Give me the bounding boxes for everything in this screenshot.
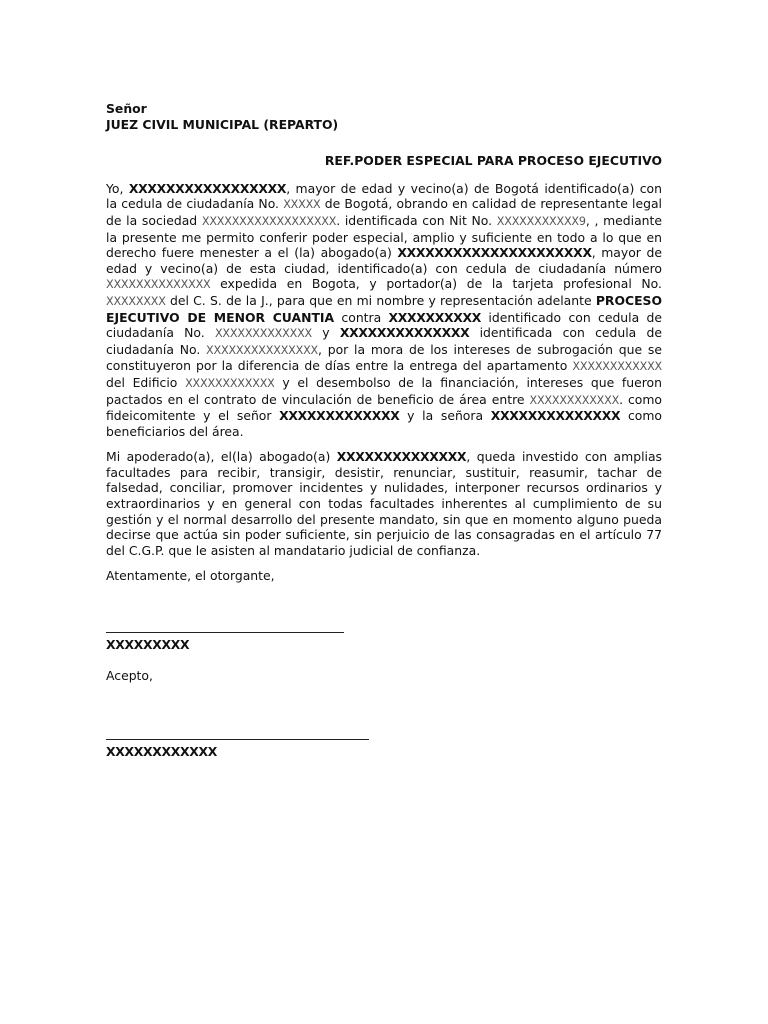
redacted-text: XXXXXXXXXXXXXXXXX bbox=[128, 180, 287, 196]
bold-text: PROCESO EJECUTIVO DE MENOR CUANTIA bbox=[106, 292, 662, 325]
text-run: identificado con cedula de ciudadanía No. bbox=[106, 309, 662, 341]
text-run: expedida en Bogota, y portador(a) de la tarjeta profesional No. bbox=[210, 276, 662, 292]
reference-line: REF.PODER ESPECIAL PARA PROCESO EJECUTIVO bbox=[324, 153, 662, 169]
text-run: , mayor de edad y vecino(a) de Bogotá identificado(a) con la cedula de ciudadanía No. bbox=[106, 180, 662, 212]
text-run: contra bbox=[334, 309, 389, 325]
redacted-text: XXXXXXXXXX bbox=[388, 309, 482, 325]
redacted-text: XXXXXXXXXXXX bbox=[185, 376, 275, 390]
text-run: del Edificio bbox=[106, 374, 186, 390]
redacted-text: XXXXXXXXXXXXXXXXXX bbox=[201, 214, 337, 228]
text-run: identificada con cedula de ciudadanía No. bbox=[106, 325, 662, 357]
redacted-text: XXXXXXXX bbox=[106, 294, 166, 308]
text-run: , queda investido con amplias facultades para recibir, transigir, desistir, renunciar, sustituir, reasumir, tachar de falsedad, conciliar, promover incidentes y nulidades, interponer recursos ordinarios y extraordinarios y en general con todas facultades inherentes al cumplimiento de su gestión y el normal desarrollo del presente mandato, sin que en momento alguno pueda decirse que actúa sin poder suficiente, sin perjuicio de las consagradas en el artículo 77 del C.G.P. que le asisten al mandatario judicial de confianza. bbox=[106, 449, 662, 558]
redacted-text: XXXXXXXXXXXX bbox=[529, 393, 620, 407]
accept-label: Acepto, bbox=[106, 667, 153, 683]
text-run: , , mediante la presente me permito conferir poder especial, amplio y suficiente en todo a lo que en derecho fuere menester a el (la) abogado(a) bbox=[106, 212, 663, 261]
redacted-text: XXXXXXXXXXXXXX bbox=[490, 408, 621, 424]
text-run: y bbox=[312, 325, 340, 341]
document-page bbox=[106, 101, 662, 760]
attorney-name: XXXXXXXXXXXX bbox=[106, 744, 218, 760]
text-run: de Bogotá, obrando en calidad de representante legal de la sociedad bbox=[106, 196, 662, 228]
redacted-text: XXXXXXXXXXX9 bbox=[496, 214, 586, 228]
salutation: Señor bbox=[106, 101, 147, 116]
text-run: , por la mora de los intereses de subrogación que se constituyeron por la diferencia de días entre la entrega del apartamento bbox=[106, 341, 662, 374]
text-run: del C. S. de la J., para que en mi nombre y representación adelante bbox=[165, 292, 596, 308]
text-run: , mayor de edad y vecino(a) de esta ciudad, identificado(a) con cedula de ciudadanía número bbox=[106, 245, 662, 276]
attorney-signature-line bbox=[106, 739, 369, 740]
text-run: . como fideicomitente y el señor bbox=[106, 391, 663, 424]
redacted-text: XXXXX bbox=[283, 198, 321, 212]
grantor-signature-line bbox=[106, 632, 344, 633]
redacted-text: XXXXXXXXXXXXX bbox=[279, 408, 400, 424]
text-run: Mi apoderado(a), el(la) abogado(a) bbox=[106, 449, 337, 465]
body-paragraph-1 bbox=[106, 181, 662, 440]
redacted-text: XXXXXXXXXXXX bbox=[572, 360, 662, 374]
redacted-text: XXXXXXXXXXXXXXX bbox=[206, 343, 319, 357]
redacted-text: XXXXXXXXXXXXXX bbox=[339, 325, 470, 341]
closing-text: Atentamente, el otorgante, bbox=[106, 568, 275, 584]
redacted-text: XXXXXXXXXXXXXX bbox=[106, 278, 211, 292]
text-run: y el desembolso de la financiación, intereses que fueron pactados en el contrato de vinculación de beneficio de área entre bbox=[106, 374, 662, 407]
text-run: y la señora bbox=[399, 408, 491, 424]
redacted-text: XXXXXXXXXXXXXX bbox=[336, 449, 467, 465]
recipient: JUEZ CIVIL MUNICIPAL (REPARTO) bbox=[106, 116, 339, 132]
grantor-name: XXXXXXXXX bbox=[106, 637, 190, 653]
text-run: como beneficiarios del área. bbox=[106, 408, 663, 439]
redacted-text: XXXXXXXXXXXXXXXXXXXXX bbox=[397, 245, 592, 261]
body-paragraph-2 bbox=[106, 449, 662, 558]
text-run: . identificada con Nit No. bbox=[336, 212, 497, 228]
text-run: Yo, bbox=[106, 180, 129, 196]
redacted-text: XXXXXXXXXXXXX bbox=[214, 327, 313, 341]
